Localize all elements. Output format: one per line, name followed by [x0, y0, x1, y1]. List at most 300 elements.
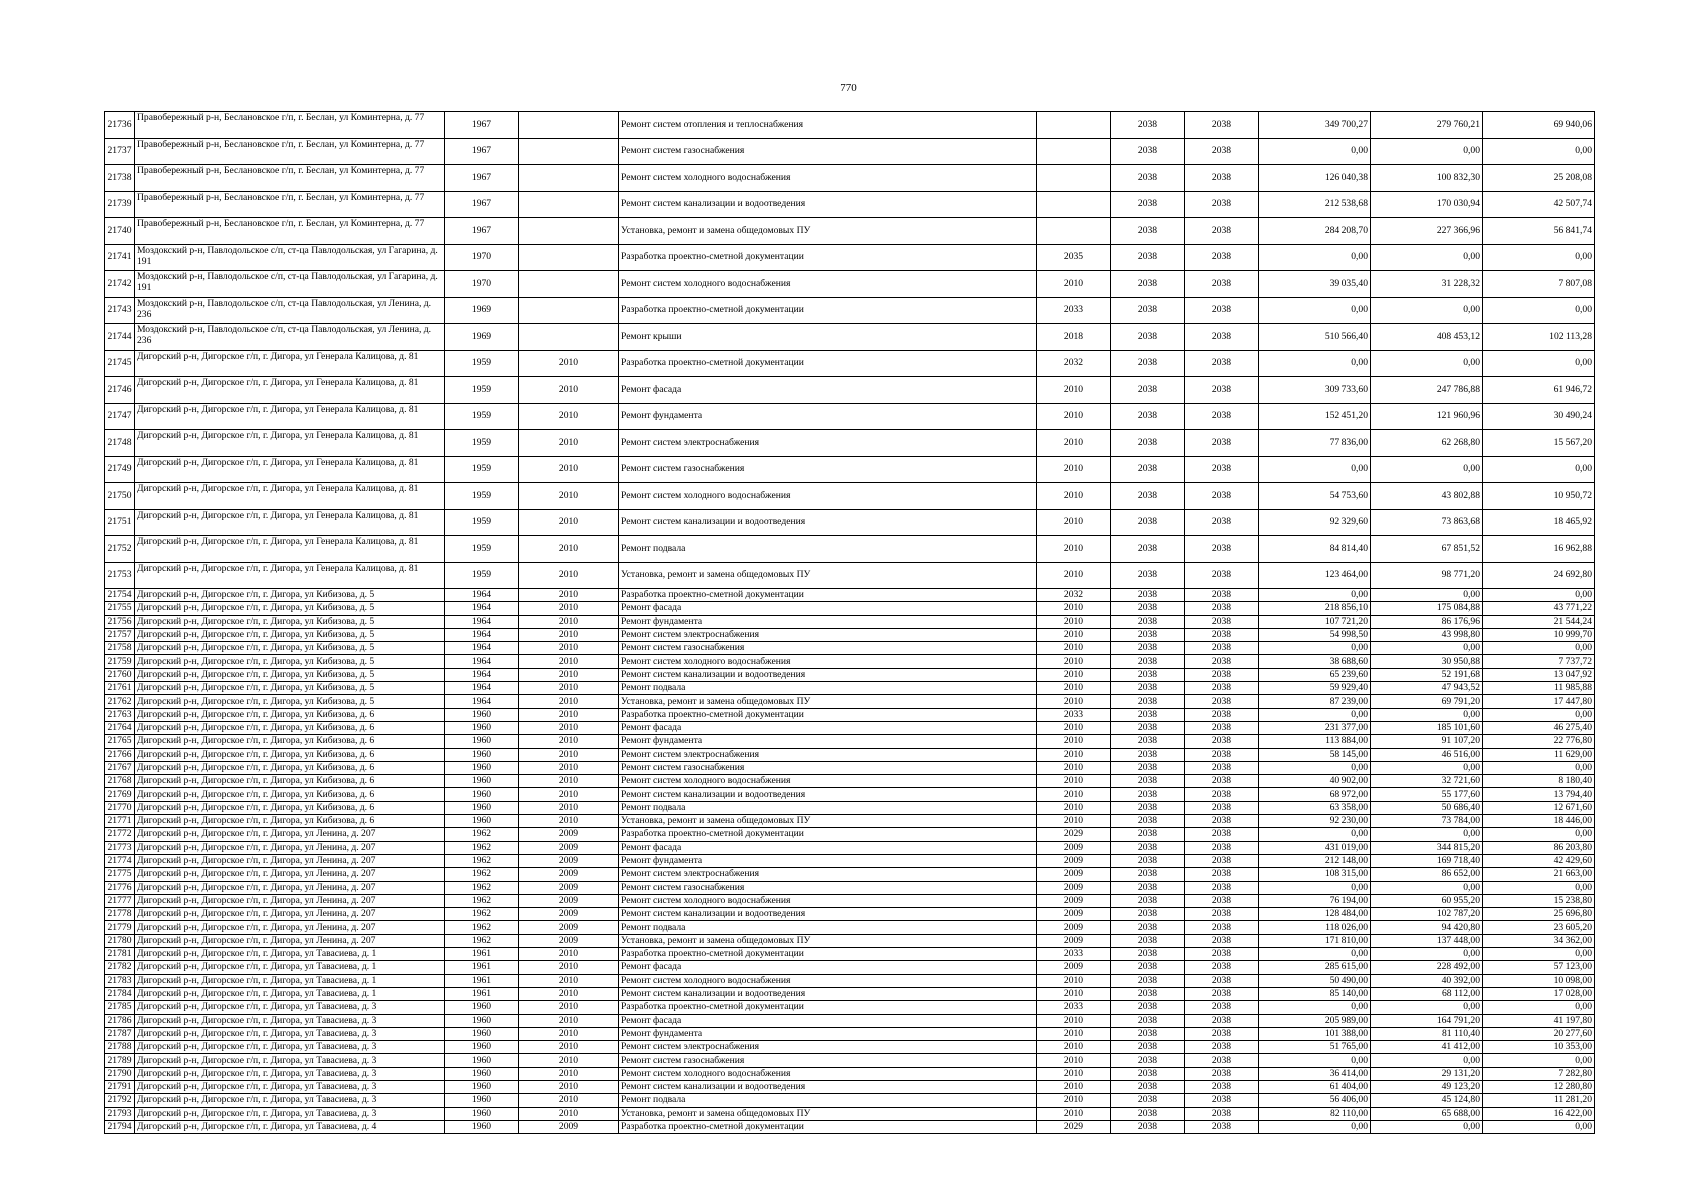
address-cell: Моздокский р-н, Павлодольское с/п, ст-ца Павлодольская, ул Ленина, д. 236 — [135, 297, 445, 324]
work-type-cell: Ремонт систем холодного водоснабжения — [619, 1067, 1037, 1080]
year-overhaul-cell: 2010 — [519, 815, 619, 828]
year-built-cell: 1959 — [445, 403, 519, 430]
cost-owner-cell: 17 028,00 — [1483, 987, 1595, 1000]
cost-total-cell: 0,00 — [1259, 1054, 1371, 1067]
year-from-cell: 2038 — [1111, 1041, 1185, 1054]
year-from-cell: 2038 — [1111, 934, 1185, 947]
year-overhaul-cell: 2010 — [519, 974, 619, 987]
work-type-cell: Ремонт подвала — [619, 921, 1037, 934]
cost-total-cell: 63 358,00 — [1259, 801, 1371, 814]
year-overhaul-cell: 2010 — [519, 642, 619, 655]
row-number: 21745 — [105, 350, 135, 377]
cost-total-cell: 205 989,00 — [1259, 1014, 1371, 1027]
cost-total-cell: 231 377,00 — [1259, 721, 1371, 734]
table-row — [105, 1027, 1595, 1040]
cost-total-cell: 101 388,00 — [1259, 1027, 1371, 1040]
year-from-cell: 2038 — [1111, 695, 1185, 708]
cost-owner-cell: 0,00 — [1483, 1054, 1595, 1067]
row-number: 21785 — [105, 1001, 135, 1014]
cost-fund-cell: 43 998,80 — [1371, 628, 1483, 641]
cost-owner-cell: 0,00 — [1483, 297, 1595, 324]
year-overhaul-cell: 2010 — [519, 695, 619, 708]
year-overhaul-cell — [519, 297, 619, 324]
cost-total-cell: 0,00 — [1259, 761, 1371, 774]
table-row — [105, 695, 1595, 708]
work-type-cell: Ремонт фундамента — [619, 403, 1037, 430]
year-built-cell: 1960 — [445, 801, 519, 814]
address-cell: Дигорский р-н, Дигорское г/п, г. Дигора, ул Ленина, д. 207 — [135, 908, 445, 921]
year-built-cell: 1967 — [445, 165, 519, 192]
cost-total-cell: 92 230,00 — [1259, 815, 1371, 828]
work-type-cell: Ремонт систем канализации и водоотведения — [619, 668, 1037, 681]
year-last-cell: 2010 — [1037, 655, 1111, 668]
table-row — [105, 948, 1595, 961]
cost-total-cell: 65 239,60 — [1259, 668, 1371, 681]
table-row — [105, 854, 1595, 867]
row-number: 21766 — [105, 748, 135, 761]
cost-fund-cell: 137 448,00 — [1371, 934, 1483, 947]
year-overhaul-cell — [519, 271, 619, 298]
cost-total-cell: 76 194,00 — [1259, 894, 1371, 907]
cost-owner-cell: 17 447,80 — [1483, 695, 1595, 708]
year-to-cell: 2038 — [1185, 894, 1259, 907]
address-cell: Моздокский р-н, Павлодольское с/п, ст-ца Павлодольская, ул Ленина, д. 236 — [135, 324, 445, 351]
work-type-cell: Ремонт систем электроснабжения — [619, 1041, 1037, 1054]
year-from-cell: 2038 — [1111, 655, 1185, 668]
work-type-cell: Ремонт систем газоснабжения — [619, 1054, 1037, 1067]
year-overhaul-cell: 2009 — [519, 908, 619, 921]
year-built-cell: 1960 — [445, 1054, 519, 1067]
table-row — [105, 244, 1595, 271]
work-type-cell: Ремонт фасада — [619, 961, 1037, 974]
year-to-cell: 2038 — [1185, 297, 1259, 324]
year-built-cell: 1969 — [445, 324, 519, 351]
table-row — [105, 403, 1595, 430]
cost-total-cell: 0,00 — [1259, 589, 1371, 602]
year-to-cell: 2038 — [1185, 881, 1259, 894]
cost-owner-cell: 0,00 — [1483, 589, 1595, 602]
cost-total-cell: 61 404,00 — [1259, 1080, 1371, 1093]
address-cell: Дигорский р-н, Дигорское г/п, г. Дигора, ул Кибизова, д. 5 — [135, 615, 445, 628]
year-last-cell: 2032 — [1037, 589, 1111, 602]
year-built-cell: 1967 — [445, 191, 519, 218]
year-built-cell: 1967 — [445, 112, 519, 139]
cost-total-cell: 50 490,00 — [1259, 974, 1371, 987]
year-to-cell: 2038 — [1185, 735, 1259, 748]
table-row — [105, 218, 1595, 245]
cost-fund-cell: 55 177,60 — [1371, 788, 1483, 801]
row-number: 21738 — [105, 165, 135, 192]
cost-owner-cell: 7 282,80 — [1483, 1067, 1595, 1080]
year-last-cell: 2033 — [1037, 948, 1111, 961]
year-from-cell: 2038 — [1111, 483, 1185, 510]
year-built-cell: 1961 — [445, 961, 519, 974]
table-row — [105, 1054, 1595, 1067]
address-cell: Дигорский р-н, Дигорское г/п, г. Дигора, ул Тавасиева, д. 3 — [135, 1080, 445, 1093]
cost-fund-cell: 29 131,20 — [1371, 1067, 1483, 1080]
address-cell: Дигорский р-н, Дигорское г/п, г. Дигора, ул Кибизова, д. 5 — [135, 682, 445, 695]
row-number: 21764 — [105, 721, 135, 734]
year-overhaul-cell: 2010 — [519, 735, 619, 748]
year-to-cell: 2038 — [1185, 788, 1259, 801]
year-built-cell: 1959 — [445, 536, 519, 563]
address-cell: Дигорский р-н, Дигорское г/п, г. Дигора, ул Кибизова, д. 6 — [135, 721, 445, 734]
address-cell: Дигорский р-н, Дигорское г/п, г. Дигора, ул Тавасиева, д. 1 — [135, 987, 445, 1000]
address-cell: Дигорский р-н, Дигорское г/п, г. Дигора, ул Кибизова, д. 6 — [135, 801, 445, 814]
address-cell: Дигорский р-н, Дигорское г/п, г. Дигора, ул Ленина, д. 207 — [135, 828, 445, 841]
cost-owner-cell: 86 203,80 — [1483, 841, 1595, 854]
year-from-cell: 2038 — [1111, 602, 1185, 615]
year-from-cell: 2038 — [1111, 430, 1185, 457]
year-overhaul-cell: 2010 — [519, 483, 619, 510]
year-to-cell: 2038 — [1185, 828, 1259, 841]
row-number: 21772 — [105, 828, 135, 841]
cost-total-cell: 218 856,10 — [1259, 602, 1371, 615]
row-number: 21755 — [105, 602, 135, 615]
year-from-cell: 2038 — [1111, 854, 1185, 867]
cost-fund-cell: 86 652,00 — [1371, 868, 1483, 881]
year-built-cell: 1964 — [445, 655, 519, 668]
year-built-cell: 1964 — [445, 589, 519, 602]
cost-fund-cell: 67 851,52 — [1371, 536, 1483, 563]
row-number: 21753 — [105, 562, 135, 589]
year-overhaul-cell: 2010 — [519, 456, 619, 483]
year-built-cell: 1960 — [445, 1001, 519, 1014]
year-last-cell: 2009 — [1037, 881, 1111, 894]
row-number: 21743 — [105, 297, 135, 324]
address-cell: Дигорский р-н, Дигорское г/п, г. Дигора, ул Кибизова, д. 5 — [135, 602, 445, 615]
year-from-cell: 2038 — [1111, 1120, 1185, 1133]
year-to-cell: 2038 — [1185, 987, 1259, 1000]
year-last-cell: 2029 — [1037, 1120, 1111, 1133]
year-to-cell: 2038 — [1185, 403, 1259, 430]
cost-fund-cell: 43 802,88 — [1371, 483, 1483, 510]
table-row — [105, 138, 1595, 165]
cost-owner-cell: 41 197,80 — [1483, 1014, 1595, 1027]
address-cell: Моздокский р-н, Павлодольское с/п, ст-ца Павлодольская, ул Гагарина, д. 191 — [135, 244, 445, 271]
cost-fund-cell: 41 412,00 — [1371, 1041, 1483, 1054]
year-to-cell: 2038 — [1185, 218, 1259, 245]
cost-owner-cell: 11 281,20 — [1483, 1094, 1595, 1107]
year-built-cell: 1970 — [445, 244, 519, 271]
cost-total-cell: 171 810,00 — [1259, 934, 1371, 947]
address-cell: Дигорский р-н, Дигорское г/п, г. Дигора, ул Тавасиева, д. 3 — [135, 1094, 445, 1107]
year-last-cell: 2010 — [1037, 788, 1111, 801]
work-type-cell: Установка, ремонт и замена общедомовых ПУ — [619, 815, 1037, 828]
year-overhaul-cell: 2010 — [519, 1080, 619, 1093]
cost-total-cell: 0,00 — [1259, 138, 1371, 165]
year-to-cell: 2038 — [1185, 815, 1259, 828]
year-from-cell: 2038 — [1111, 775, 1185, 788]
year-built-cell: 1960 — [445, 1067, 519, 1080]
work-type-cell: Установка, ремонт и замена общедомовых ПУ — [619, 218, 1037, 245]
cost-total-cell: 126 040,38 — [1259, 165, 1371, 192]
cost-owner-cell: 0,00 — [1483, 642, 1595, 655]
cost-owner-cell: 8 180,40 — [1483, 775, 1595, 788]
year-from-cell: 2038 — [1111, 1001, 1185, 1014]
year-built-cell: 1964 — [445, 602, 519, 615]
table-row — [105, 868, 1595, 881]
work-type-cell: Ремонт систем канализации и водоотведения — [619, 987, 1037, 1000]
year-built-cell: 1961 — [445, 974, 519, 987]
work-type-cell: Разработка проектно-сметной документации — [619, 828, 1037, 841]
row-number: 21754 — [105, 589, 135, 602]
year-overhaul-cell: 2010 — [519, 602, 619, 615]
address-cell: Дигорский р-н, Дигорское г/п, г. Дигора, ул Кибизова, д. 6 — [135, 761, 445, 774]
year-from-cell: 2038 — [1111, 244, 1185, 271]
year-built-cell: 1967 — [445, 218, 519, 245]
year-from-cell: 2038 — [1111, 1054, 1185, 1067]
year-to-cell: 2038 — [1185, 801, 1259, 814]
year-last-cell: 2029 — [1037, 828, 1111, 841]
year-overhaul-cell: 2010 — [519, 655, 619, 668]
year-to-cell: 2038 — [1185, 1094, 1259, 1107]
cost-owner-cell: 0,00 — [1483, 1120, 1595, 1133]
year-last-cell: 2010 — [1037, 801, 1111, 814]
cost-total-cell: 113 884,00 — [1259, 735, 1371, 748]
cost-fund-cell: 0,00 — [1371, 1120, 1483, 1133]
year-last-cell: 2010 — [1037, 536, 1111, 563]
year-from-cell: 2038 — [1111, 682, 1185, 695]
cost-fund-cell: 94 420,80 — [1371, 921, 1483, 934]
cost-fund-cell: 65 688,00 — [1371, 1107, 1483, 1120]
year-to-cell: 2038 — [1185, 562, 1259, 589]
row-number: 21791 — [105, 1080, 135, 1093]
cost-fund-cell: 45 124,80 — [1371, 1094, 1483, 1107]
year-overhaul-cell: 2009 — [519, 921, 619, 934]
cost-total-cell: 431 019,00 — [1259, 841, 1371, 854]
table-row — [105, 509, 1595, 536]
year-from-cell: 2038 — [1111, 894, 1185, 907]
cost-fund-cell: 32 721,60 — [1371, 775, 1483, 788]
year-last-cell — [1037, 191, 1111, 218]
year-built-cell: 1962 — [445, 841, 519, 854]
table-row — [105, 112, 1595, 139]
row-number: 21759 — [105, 655, 135, 668]
cost-fund-cell: 227 366,96 — [1371, 218, 1483, 245]
cost-total-cell: 0,00 — [1259, 350, 1371, 377]
cost-total-cell: 0,00 — [1259, 828, 1371, 841]
cost-owner-cell: 20 277,60 — [1483, 1027, 1595, 1040]
cost-owner-cell: 13 794,40 — [1483, 788, 1595, 801]
year-built-cell: 1970 — [445, 271, 519, 298]
year-last-cell: 2010 — [1037, 509, 1111, 536]
work-type-cell: Установка, ремонт и замена общедомовых ПУ — [619, 1107, 1037, 1120]
table-row — [105, 483, 1595, 510]
cost-owner-cell: 10 950,72 — [1483, 483, 1595, 510]
cost-owner-cell: 11 629,00 — [1483, 748, 1595, 761]
year-to-cell: 2038 — [1185, 244, 1259, 271]
cost-total-cell: 118 026,00 — [1259, 921, 1371, 934]
table-row — [105, 536, 1595, 563]
cost-fund-cell: 69 791,20 — [1371, 695, 1483, 708]
cost-total-cell: 59 929,40 — [1259, 682, 1371, 695]
cost-owner-cell: 11 985,88 — [1483, 682, 1595, 695]
cost-fund-cell: 0,00 — [1371, 297, 1483, 324]
work-type-cell: Ремонт крыши — [619, 324, 1037, 351]
cost-owner-cell: 25 208,08 — [1483, 165, 1595, 192]
cost-fund-cell: 0,00 — [1371, 881, 1483, 894]
row-number: 21780 — [105, 934, 135, 947]
year-built-cell: 1960 — [445, 1080, 519, 1093]
row-number: 21749 — [105, 456, 135, 483]
year-to-cell: 2038 — [1185, 721, 1259, 734]
row-number: 21757 — [105, 628, 135, 641]
cost-owner-cell: 10 999,70 — [1483, 628, 1595, 641]
year-from-cell: 2038 — [1111, 615, 1185, 628]
cost-fund-cell: 40 392,00 — [1371, 974, 1483, 987]
year-last-cell: 2010 — [1037, 668, 1111, 681]
year-to-cell: 2038 — [1185, 1041, 1259, 1054]
year-to-cell: 2038 — [1185, 615, 1259, 628]
year-to-cell: 2038 — [1185, 456, 1259, 483]
address-cell: Дигорский р-н, Дигорское г/п, г. Дигора, ул Генерала Калицова, д. 81 — [135, 430, 445, 457]
year-from-cell: 2038 — [1111, 1107, 1185, 1120]
year-built-cell: 1960 — [445, 1027, 519, 1040]
year-to-cell: 2038 — [1185, 165, 1259, 192]
address-cell: Дигорский р-н, Дигорское г/п, г. Дигора, ул Кибизова, д. 5 — [135, 695, 445, 708]
address-cell: Дигорский р-н, Дигорское г/п, г. Дигора, ул Ленина, д. 207 — [135, 868, 445, 881]
table-row — [105, 377, 1595, 404]
cost-fund-cell: 170 030,94 — [1371, 191, 1483, 218]
year-from-cell: 2038 — [1111, 788, 1185, 801]
cost-fund-cell: 0,00 — [1371, 642, 1483, 655]
cost-owner-cell: 0,00 — [1483, 948, 1595, 961]
cost-total-cell: 38 688,60 — [1259, 655, 1371, 668]
row-number: 21741 — [105, 244, 135, 271]
year-overhaul-cell: 2010 — [519, 1027, 619, 1040]
year-built-cell: 1959 — [445, 483, 519, 510]
year-from-cell: 2038 — [1111, 668, 1185, 681]
year-from-cell: 2038 — [1111, 191, 1185, 218]
year-from-cell: 2038 — [1111, 721, 1185, 734]
year-from-cell: 2038 — [1111, 801, 1185, 814]
year-last-cell: 2010 — [1037, 377, 1111, 404]
table-row — [105, 735, 1595, 748]
year-overhaul-cell: 2010 — [519, 668, 619, 681]
year-last-cell: 2010 — [1037, 628, 1111, 641]
year-to-cell: 2038 — [1185, 655, 1259, 668]
cost-total-cell: 0,00 — [1259, 948, 1371, 961]
year-to-cell: 2038 — [1185, 775, 1259, 788]
table-row — [105, 324, 1595, 351]
cost-total-cell: 510 566,40 — [1259, 324, 1371, 351]
year-from-cell: 2038 — [1111, 1014, 1185, 1027]
cost-owner-cell: 24 692,80 — [1483, 562, 1595, 589]
address-cell: Дигорский р-н, Дигорское г/п, г. Дигора, ул Тавасиева, д. 1 — [135, 948, 445, 961]
address-cell: Дигорский р-н, Дигорское г/п, г. Дигора, ул Кибизова, д. 6 — [135, 708, 445, 721]
year-to-cell: 2038 — [1185, 948, 1259, 961]
year-last-cell: 2010 — [1037, 642, 1111, 655]
year-from-cell: 2038 — [1111, 961, 1185, 974]
row-number: 21739 — [105, 191, 135, 218]
year-overhaul-cell: 2010 — [519, 589, 619, 602]
address-cell: Дигорский р-н, Дигорское г/п, г. Дигора, ул Кибизова, д. 5 — [135, 628, 445, 641]
year-last-cell: 2035 — [1037, 244, 1111, 271]
year-from-cell: 2038 — [1111, 403, 1185, 430]
cost-total-cell: 107 721,20 — [1259, 615, 1371, 628]
cost-owner-cell: 16 422,00 — [1483, 1107, 1595, 1120]
work-type-cell: Ремонт систем канализации и водоотведения — [619, 1080, 1037, 1093]
year-built-cell: 1960 — [445, 721, 519, 734]
address-cell: Дигорский р-н, Дигорское г/п, г. Дигора, ул Генерала Калицова, д. 81 — [135, 403, 445, 430]
year-from-cell: 2038 — [1111, 509, 1185, 536]
cost-total-cell: 0,00 — [1259, 881, 1371, 894]
work-type-cell: Разработка проектно-сметной документации — [619, 948, 1037, 961]
table-row — [105, 987, 1595, 1000]
table-row — [105, 271, 1595, 298]
year-last-cell: 2010 — [1037, 456, 1111, 483]
year-built-cell: 1960 — [445, 748, 519, 761]
table-row — [105, 1120, 1595, 1133]
year-from-cell: 2038 — [1111, 165, 1185, 192]
year-last-cell — [1037, 112, 1111, 139]
address-cell: Правобережный р-н, Беслановское г/п, г. Беслан, ул Коминтерна, д. 77 — [135, 218, 445, 245]
row-number: 21763 — [105, 708, 135, 721]
cost-total-cell: 0,00 — [1259, 1001, 1371, 1014]
year-to-cell: 2038 — [1185, 682, 1259, 695]
cost-total-cell: 123 464,00 — [1259, 562, 1371, 589]
year-last-cell: 2033 — [1037, 708, 1111, 721]
row-number: 21760 — [105, 668, 135, 681]
year-last-cell: 2010 — [1037, 987, 1111, 1000]
year-to-cell: 2038 — [1185, 191, 1259, 218]
year-last-cell: 2010 — [1037, 721, 1111, 734]
table-row — [105, 562, 1595, 589]
work-type-cell: Ремонт систем газоснабжения — [619, 642, 1037, 655]
cost-owner-cell: 56 841,74 — [1483, 218, 1595, 245]
year-overhaul-cell — [519, 191, 619, 218]
address-cell: Дигорский р-н, Дигорское г/п, г. Дигора, ул Кибизова, д. 6 — [135, 775, 445, 788]
row-number: 21777 — [105, 894, 135, 907]
cost-total-cell: 40 902,00 — [1259, 775, 1371, 788]
year-to-cell: 2038 — [1185, 1107, 1259, 1120]
year-from-cell: 2038 — [1111, 297, 1185, 324]
address-cell: Дигорский р-н, Дигорское г/п, г. Дигора, ул Тавасиева, д. 1 — [135, 974, 445, 987]
cost-fund-cell: 247 786,88 — [1371, 377, 1483, 404]
row-number: 21767 — [105, 761, 135, 774]
cost-fund-cell: 175 084,88 — [1371, 602, 1483, 615]
year-overhaul-cell — [519, 138, 619, 165]
cost-total-cell: 77 836,00 — [1259, 430, 1371, 457]
year-from-cell: 2038 — [1111, 324, 1185, 351]
cost-fund-cell: 49 123,20 — [1371, 1080, 1483, 1093]
cost-owner-cell: 30 490,24 — [1483, 403, 1595, 430]
year-from-cell: 2038 — [1111, 562, 1185, 589]
year-built-cell: 1959 — [445, 562, 519, 589]
year-last-cell: 2032 — [1037, 350, 1111, 377]
year-from-cell: 2038 — [1111, 271, 1185, 298]
work-type-cell: Ремонт подвала — [619, 801, 1037, 814]
cost-owner-cell: 7 737,72 — [1483, 655, 1595, 668]
row-number: 21783 — [105, 974, 135, 987]
row-number: 21744 — [105, 324, 135, 351]
row-number: 21792 — [105, 1094, 135, 1107]
work-type-cell: Ремонт подвала — [619, 536, 1037, 563]
year-built-cell: 1962 — [445, 881, 519, 894]
row-number: 21793 — [105, 1107, 135, 1120]
table-row — [105, 668, 1595, 681]
year-built-cell: 1969 — [445, 297, 519, 324]
year-from-cell: 2038 — [1111, 377, 1185, 404]
year-built-cell: 1962 — [445, 854, 519, 867]
cost-owner-cell: 13 047,92 — [1483, 668, 1595, 681]
cost-fund-cell: 169 718,40 — [1371, 854, 1483, 867]
year-overhaul-cell: 2010 — [519, 430, 619, 457]
year-to-cell: 2038 — [1185, 708, 1259, 721]
year-to-cell: 2038 — [1185, 138, 1259, 165]
cost-owner-cell: 0,00 — [1483, 828, 1595, 841]
